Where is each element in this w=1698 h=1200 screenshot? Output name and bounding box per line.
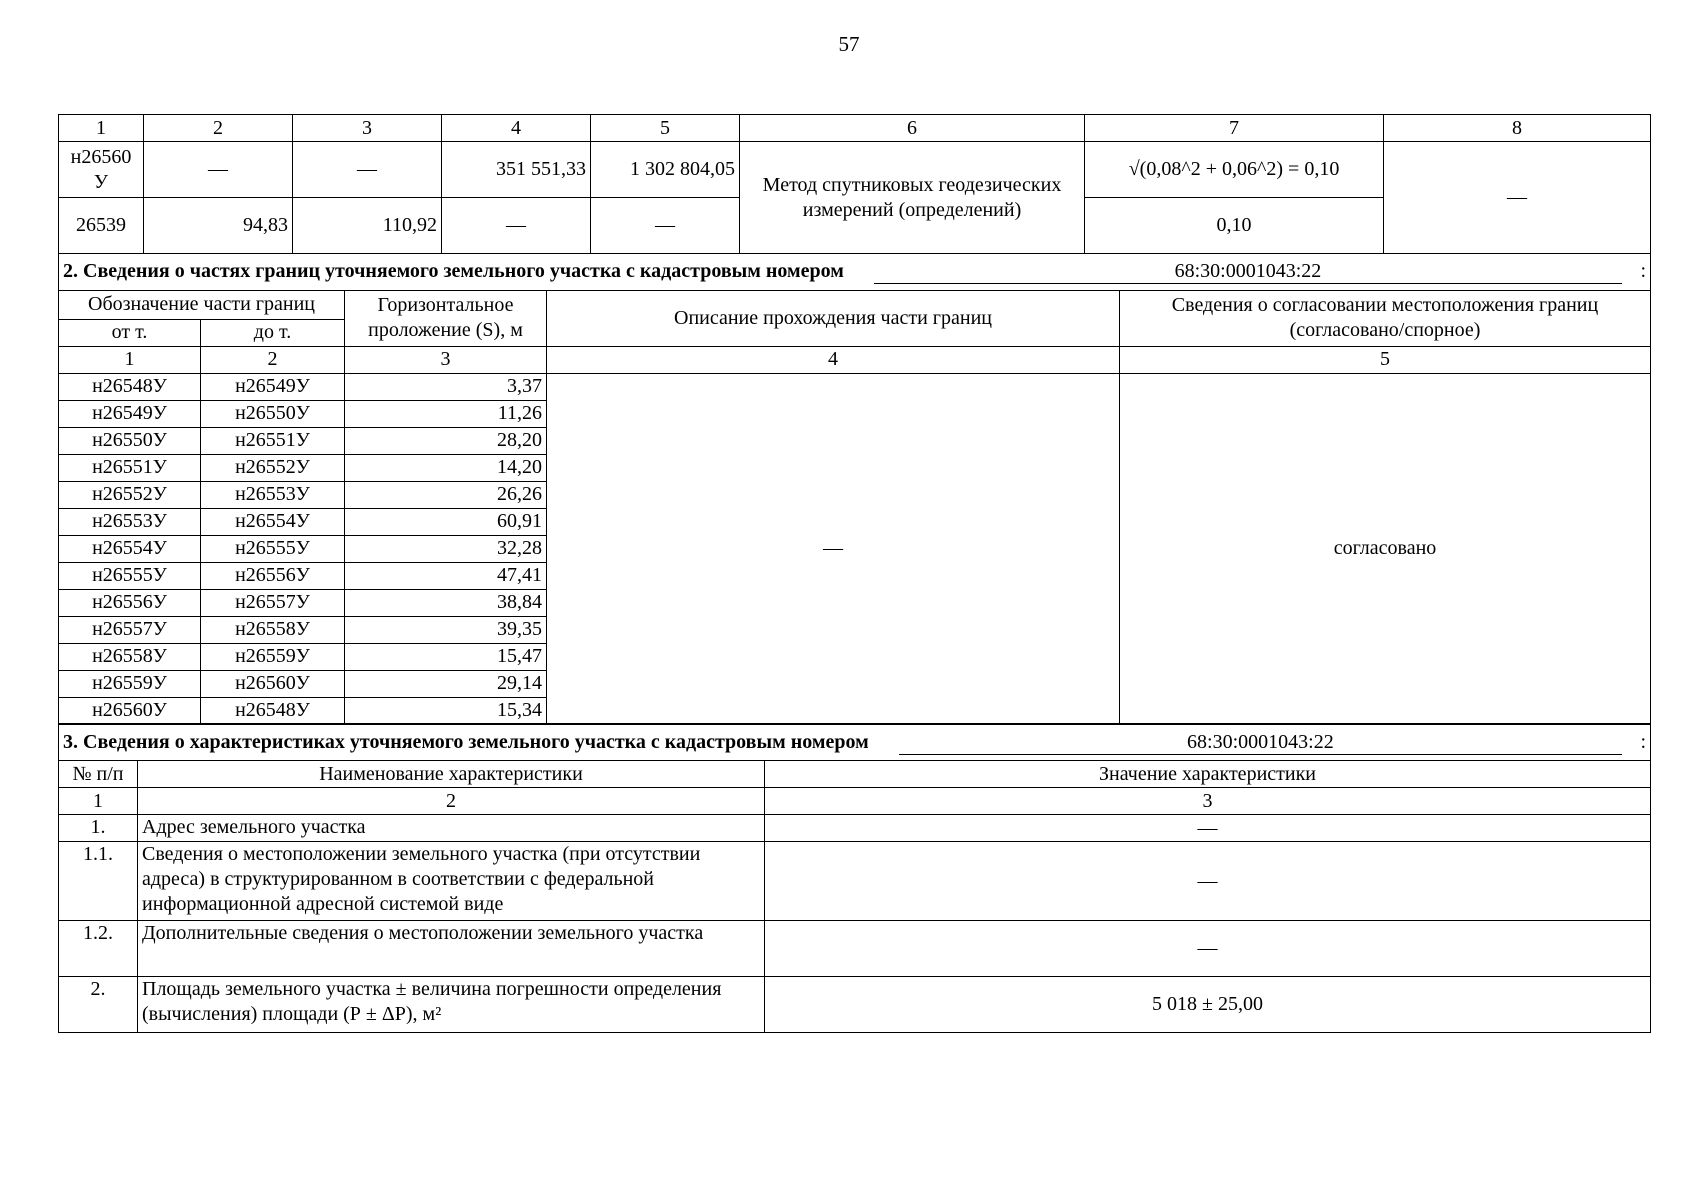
from-point: н26548У xyxy=(59,373,201,400)
value-header: Значение характеристики xyxy=(765,761,1651,788)
from-point: н26550У xyxy=(59,427,201,454)
distance: 26,26 xyxy=(345,481,547,508)
to-point: н26554У xyxy=(201,508,345,535)
column-number: 4 xyxy=(547,346,1120,373)
header-cell: 3 xyxy=(293,115,442,142)
cell: — xyxy=(293,142,442,198)
distance: 3,37 xyxy=(345,373,547,400)
characteristic-row xyxy=(59,921,1651,977)
section3-title: 3. Сведения о характеристиках уточняемого земельного участка с кадастровым номером xyxy=(63,730,869,753)
item-value: — xyxy=(765,815,1651,842)
item-name: Дополнительные сведения о местоположении земельного участка xyxy=(138,921,765,977)
cell: — xyxy=(442,198,591,254)
cadastral-number: 68:30:0001043:22 xyxy=(899,730,1622,755)
points-header-row xyxy=(59,115,1651,142)
distance: 29,14 xyxy=(345,670,547,697)
cell: 110,92 xyxy=(293,198,442,254)
from-point: н26556У xyxy=(59,589,201,616)
item-name: Адрес земельного участка xyxy=(138,815,765,842)
from-point: н26560У xyxy=(59,697,201,724)
distance: 14,20 xyxy=(345,454,547,481)
item-value: — xyxy=(765,842,1651,921)
characteristic-row xyxy=(59,842,1651,921)
header-cell: 7 xyxy=(1085,115,1384,142)
column-number: 2 xyxy=(201,346,345,373)
distance: 38,84 xyxy=(345,589,547,616)
section2-title-row xyxy=(59,253,1651,290)
to-header: до т. xyxy=(201,319,345,346)
to-point: н26551У xyxy=(201,427,345,454)
item-name: Сведения о местоположении земельного участка (при отсутствии адреса) в структурированном в соответствии с федеральной информационной адресной системой виде xyxy=(138,842,765,921)
cell: 1 302 804,05 xyxy=(591,142,740,198)
from-point: н26554У xyxy=(59,535,201,562)
section3-title-row xyxy=(59,724,1651,761)
accuracy-cell: 0,10 xyxy=(1085,198,1384,254)
to-point: н26559У xyxy=(201,643,345,670)
points-table xyxy=(58,114,1651,254)
column-number: 3 xyxy=(345,346,547,373)
distance: 11,26 xyxy=(345,400,547,427)
to-point: н26550У xyxy=(201,400,345,427)
column-number: 1 xyxy=(59,788,138,815)
header-cell: 6 xyxy=(740,115,1085,142)
characteristic-row xyxy=(59,977,1651,1033)
from-point: н26559У xyxy=(59,670,201,697)
colon: : xyxy=(1640,260,1646,282)
distance: 32,28 xyxy=(345,535,547,562)
method-cell: Метод спутниковых геодезических измерений (определений) xyxy=(740,142,1085,254)
distance: 47,41 xyxy=(345,562,547,589)
cadastral-number: 68:30:0001043:22 xyxy=(874,259,1622,284)
section2-title-cell xyxy=(59,253,1651,290)
from-point: н26557У xyxy=(59,616,201,643)
agreement-header: Сведения о согласовании местоположения границ (согласовано/спорное) xyxy=(1120,290,1651,346)
cell: — xyxy=(144,142,293,198)
column-number: 2 xyxy=(138,788,765,815)
section2-header-row xyxy=(59,290,1651,319)
to-point: н26556У xyxy=(201,562,345,589)
to-point: н26552У xyxy=(201,454,345,481)
to-point: н26557У xyxy=(201,589,345,616)
header-cell: 2 xyxy=(144,115,293,142)
section2-table xyxy=(58,253,1651,725)
from-point: н26551У xyxy=(59,454,201,481)
from-header: от т. xyxy=(59,319,201,346)
description-value: — xyxy=(547,373,1120,724)
segment-row xyxy=(59,373,1651,400)
description-header: Описание прохождения части границ xyxy=(547,290,1120,346)
column-number: 1 xyxy=(59,346,201,373)
cell: — xyxy=(1384,142,1651,254)
distance: 39,35 xyxy=(345,616,547,643)
from-point: н26558У xyxy=(59,643,201,670)
point-id: 26539 xyxy=(59,198,144,254)
to-point: н26548У xyxy=(201,697,345,724)
to-point: н26558У xyxy=(201,616,345,643)
item-value: 5 018 ± 25,00 xyxy=(765,977,1651,1033)
header-cell: 1 xyxy=(59,115,144,142)
agreement-value: согласовано xyxy=(1120,373,1651,724)
from-point: н26555У xyxy=(59,562,201,589)
item-name: Площадь земельного участка ± величина погрешности определения (вычисления) площади (Р ± ΔР), м² xyxy=(138,977,765,1033)
item-number: 1.2. xyxy=(59,921,138,977)
distance: 15,34 xyxy=(345,697,547,724)
item-number: 2. xyxy=(59,977,138,1033)
cadastral-document xyxy=(58,114,1650,1033)
from-point: н26549У xyxy=(59,400,201,427)
section3-table xyxy=(58,723,1651,1033)
num-header: № п/п xyxy=(59,761,138,788)
page-number: 57 xyxy=(838,32,860,56)
item-value: — xyxy=(765,921,1651,977)
to-point: н26549У xyxy=(201,373,345,400)
cell: 351 551,33 xyxy=(442,142,591,198)
point-id: н26560 У xyxy=(59,142,144,198)
accuracy-cell: √(0,08^2 + 0,06^2) = 0,10 xyxy=(1085,142,1384,198)
to-point: н26553У xyxy=(201,481,345,508)
from-point: н26553У xyxy=(59,508,201,535)
column-number: 3 xyxy=(765,788,1651,815)
section3-header-row xyxy=(59,761,1651,788)
item-number: 1.1. xyxy=(59,842,138,921)
from-point: н26552У xyxy=(59,481,201,508)
header-cell: 8 xyxy=(1384,115,1651,142)
cell: 94,83 xyxy=(144,198,293,254)
section3-number-row xyxy=(59,788,1651,815)
item-number: 1. xyxy=(59,815,138,842)
header-cell: 4 xyxy=(442,115,591,142)
colon: : xyxy=(1640,730,1646,753)
cell: — xyxy=(591,198,740,254)
horizontal-header: Горизонтальное проложение (S), м xyxy=(345,290,547,346)
section2-title: 2. Сведения о частях границ уточняемого земельного участка с кадастровым номером xyxy=(63,260,844,282)
to-point: н26560У xyxy=(201,670,345,697)
characteristic-row xyxy=(59,815,1651,842)
distance: 15,47 xyxy=(345,643,547,670)
header-cell: 5 xyxy=(591,115,740,142)
section3-title-cell xyxy=(59,724,1651,761)
distance: 28,20 xyxy=(345,427,547,454)
to-point: н26555У xyxy=(201,535,345,562)
column-number: 5 xyxy=(1120,346,1651,373)
points-row xyxy=(59,142,1651,198)
distance: 60,91 xyxy=(345,508,547,535)
designation-header: Обозначение части границ xyxy=(59,290,345,319)
section2-number-row xyxy=(59,346,1651,373)
name-header: Наименование характеристики xyxy=(138,761,765,788)
